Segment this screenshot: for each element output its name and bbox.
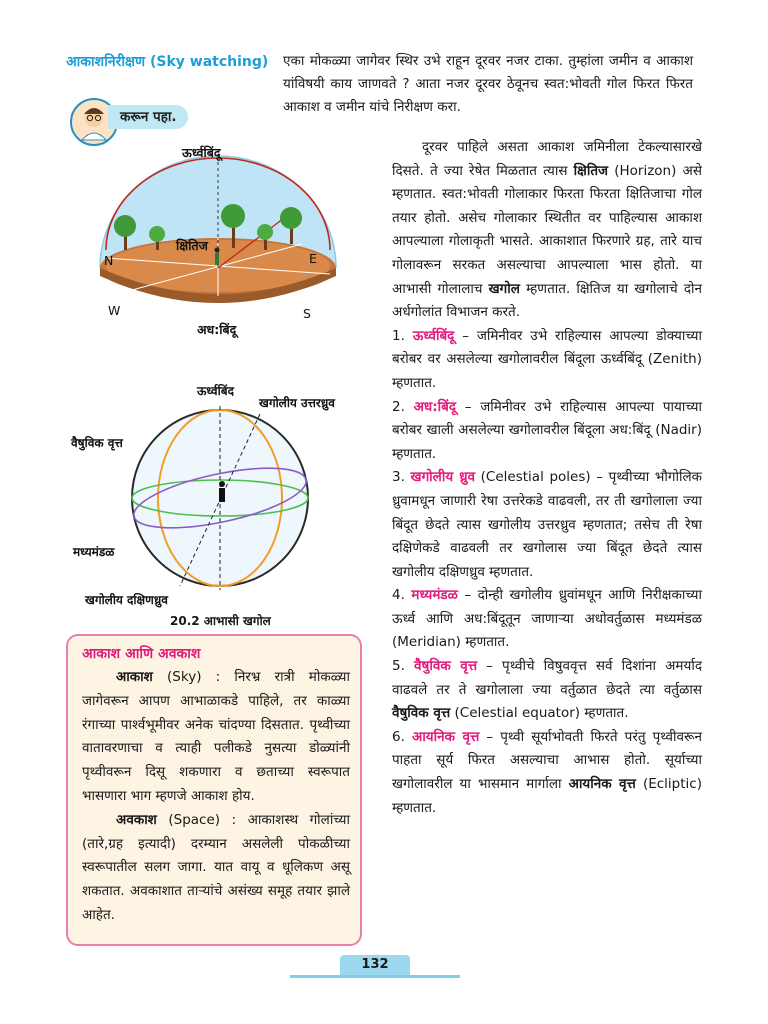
term: खगोलीय ध्रुव (410, 469, 476, 486)
celestial-equator-label: वैषुविक वृत्त (71, 436, 123, 450)
term: आयनिक वृत्त (411, 728, 480, 745)
text: – दोन्ही खगोलीय ध्रुवांमधून आणि निरीक्षकाच्या ऊर्ध्व आणि अध:बिंदूतून जाणाऱ्या अधोवर्तुळास मध्यमंडळ (Meridian) म्हणतात. (392, 587, 703, 651)
text: – पृथ्वीचे विषुववृत्त सर्व दिशांना अमर्याद वाढवले तर ते खगोलाला ज्या वर्तुळात छेदते त्या वर्तुळास (392, 658, 702, 698)
space-definition (82, 809, 350, 928)
term: अध:बिंदू (413, 398, 456, 415)
celestial-south-pole-label: खगोलीय दक्षिणध्रुव (85, 593, 168, 607)
east-label: E (309, 251, 317, 266)
horizon-paragraph (392, 136, 702, 325)
term-bold: आयनिक वृत्त (568, 776, 636, 793)
figure-caption: 20.2 आभासी खगोल (170, 614, 271, 628)
sky-definition (82, 666, 350, 809)
definition-ecliptic (392, 726, 702, 820)
item-number: 6. (392, 728, 412, 745)
text: (Ecliptic) म्हणतात. (392, 776, 702, 816)
text: – जमिनीवर उभे राहिल्यास आपल्या डोक्याच्या बरोबर वर असलेल्या खगोलावरील बिंदूला ऊर्ध्वबिंदू (Zenith) म्हणतात. (392, 327, 703, 391)
text: (Celestial equator) म्हणतात. (450, 705, 629, 722)
zenith-label: ऊर्ध्वबिंदू (182, 145, 221, 160)
celestial-north-pole-label: खगोलीय उत्तरध्रुव (259, 396, 335, 410)
definition-meridian (392, 584, 702, 655)
text: – जमिनीवर उभे राहिल्यास आपल्या पायाच्या बरोबर खाली असलेल्या खगोलावरील बिंदूला अध:बिंदू (Nadir) म्हणतात. (392, 398, 703, 462)
info-box-body (82, 666, 350, 928)
south-label: S (303, 306, 311, 321)
text: – पृथ्वी सूर्याभोवती फिरते परंतु पृथ्वीवरून पाहता सूर्य फिरत असल्याचा आभास होतो. सूर्याच्या खगोलावरील या भासमान मार्गाला (392, 728, 702, 793)
nadir-label: अध:बिंदू (197, 322, 237, 337)
north-label: N (104, 253, 114, 268)
sphere-zenith-label: ऊर्ध्वबिंद (197, 384, 234, 398)
term-celestial-sphere: खगोल (488, 280, 520, 297)
celestial-sphere-diagram (130, 400, 320, 600)
text: दूरवर पाहिले असता आकाश जमिनीला टेकल्यासारखे दिसते. ते ज्या रेषेत मिळतात त्यास (392, 139, 702, 179)
term-sky: आकाश (116, 669, 153, 685)
text: (Celestial poles) – पृथ्वीच्या भौगोलिक ध्रुवामधून जाणारी रेषा उत्तरेकडे वाढवली, तर ती खगोलाला ज्या बिंदूत छेदते त्यास खगोलीय उत्तरध्रुव म्हणतात; तसेच ती रेषा दक्षिणेकडे वाढवली तर खगोलास ज्या बिंदूत छेदते त्यास खगोलीय दक्षिणध्रुव म्हणतात. (392, 469, 702, 580)
info-box-title: आकाश आणि अवकाश (82, 646, 201, 662)
text: (Space) : आकाशस्थ गोलांच्या (तारे,ग्रह इत्यादी) दरम्यान असलेली पोकळीच्या स्वरूपातील सलग जागा. यात वायू व धूलिकण असू शकतात. अवकाशात ताऱ्यांचे असंख्य समूह तयार झाले आहेत. (82, 811, 350, 923)
observer-icon (215, 248, 220, 266)
activity-badge (70, 98, 190, 134)
page-number-label: 132 (340, 955, 410, 975)
term-bold: वैषुविक वृत्त (392, 705, 451, 722)
item-number: 4. (392, 587, 412, 604)
west-label: W (108, 303, 121, 318)
intro-paragraph: एका मोकळ्या जागेवर स्थिर उभे राहून दूरवर नजर टाका. तुम्हांला जमीन व आकाश यांविषयी काय जाणवते ? आता नजर दूरवर ठेवूनच स्वत:भोवती गोल फिरत फिरत आकाश व जमीन यांचे निरीक्षण करा. (283, 53, 693, 115)
footer-divider (290, 975, 460, 978)
term-horizon: क्षितिज (573, 162, 609, 179)
horizon-label: क्षितिज (176, 238, 208, 253)
observer-icon (219, 481, 225, 502)
term-space: अवकाश (116, 811, 157, 828)
text: (Sky) : निरभ्र रात्री मोकळ्या जागेवरून आपण आभाळाकडे पाहिले, तर काळ्या रंगाच्या पार्श्वभूमीवर अनेक चांदण्या दिसतात. पृथ्वीच्या वातावरणाचा व त्याही पलीकडे नुसत्या डोळ्यांनी पृथ्वीवरून दिसू शकणारा व छताच्या स्वरूपात भासणारा भाग म्हणजे आकाश होय. (82, 669, 350, 804)
definitions-column (392, 136, 702, 820)
page-number (290, 953, 460, 979)
definition-celestial-poles (392, 466, 702, 584)
definition-zenith (392, 325, 702, 396)
definition-celestial-equator (392, 655, 702, 726)
item-number: 1. (392, 327, 413, 344)
term: मध्यमंडळ (411, 587, 458, 604)
section-title: आकाशनिरीक्षण (Sky watching) (66, 54, 269, 70)
item-number: 2. (392, 398, 414, 415)
activity-badge-label: करून पहा. (108, 105, 188, 129)
definition-nadir (392, 396, 702, 467)
term: वैषुविक वृत्त (414, 658, 478, 675)
term: ऊर्ध्वबिंदू (412, 327, 455, 344)
meridian-label: मध्यमंडळ (73, 545, 115, 559)
text: (Horizon) असे म्हणतात. स्वत:भोवती गोलाकार फिरता फिरता क्षितिजाचा गोल तयार होतो. असेच गोलाकार स्थितीत वर पाहिल्यास आकाश आपल्याला गोलाकृती भासते. आकाशात फिरणारे ग्रह, तारे याच गोलावरून सरकत असल्याचा आपल्याला भास होतो. या आभासी गोलालाच (392, 162, 702, 297)
item-number: 5. (392, 658, 415, 675)
item-number: 3. (392, 469, 411, 486)
sky-space-info-box (66, 634, 362, 946)
text: म्हणतात. क्षितिज या खगोलाचे दोन अर्धगोलांत विभाजन करते. (392, 280, 702, 321)
